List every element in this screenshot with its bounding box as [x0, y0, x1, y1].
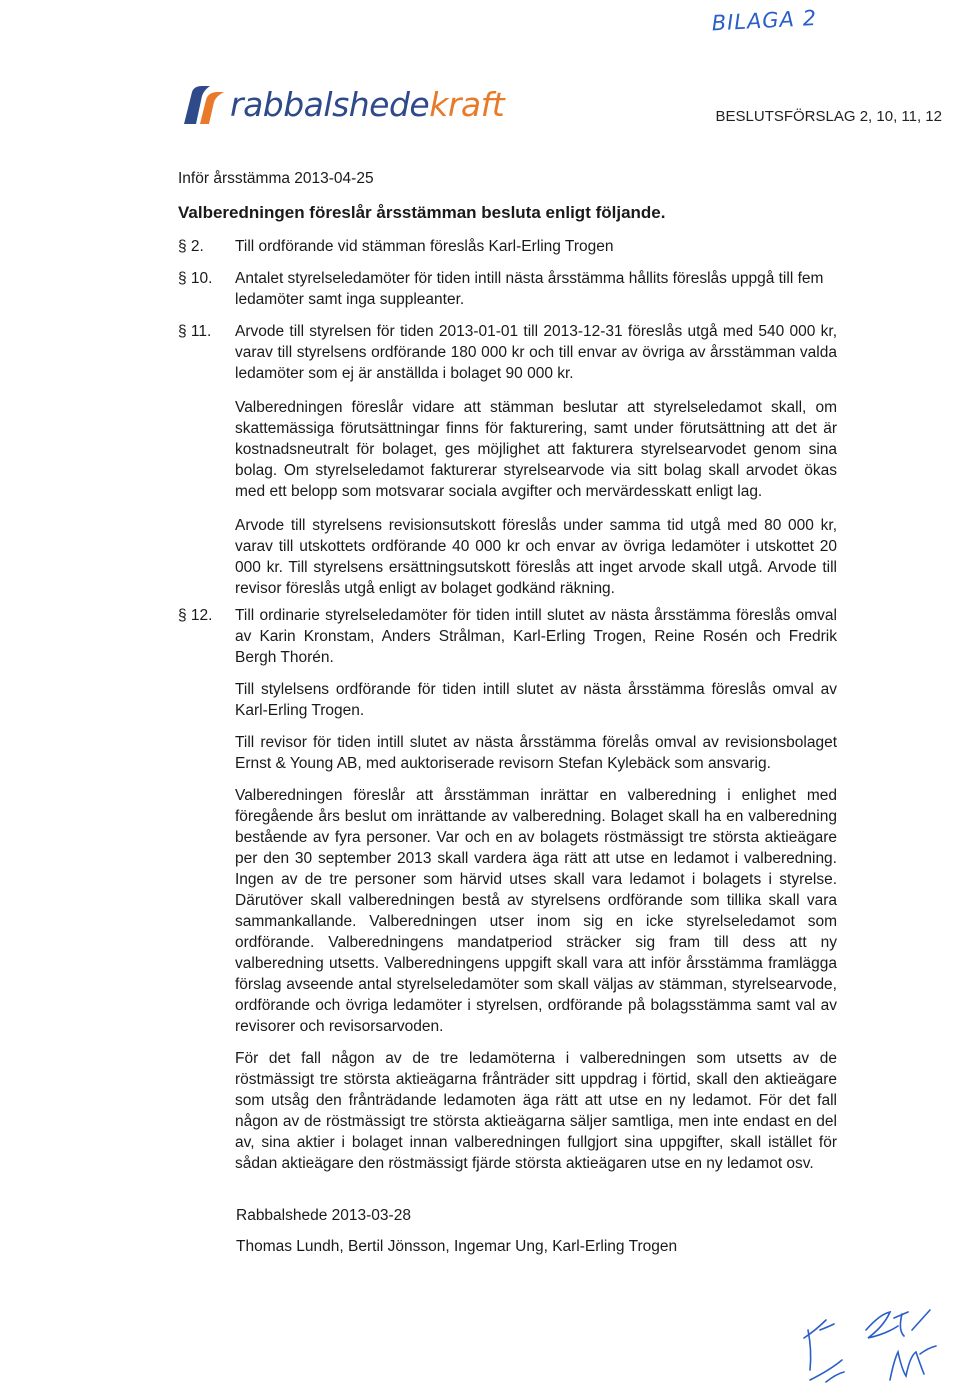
paragraph: Valberedningen föreslår vidare att stämman beslutar att styrelseledamot skall, om skattemässiga förutsättningar finns för fakturering, samt under förutsättning att det är kostnadsneutralt för bolaget, ges möjlighet att fakturera styrelsearvodet genom sina bolag. Om styrelseledamot fakturerar styrelsearvode via sitt bolag skall arvodet ökas med ett belopp som motsvarar sociala avgifter och mervärdesskatt enligt lag.	[235, 399, 837, 500]
section-10	[178, 268, 838, 310]
document-reference: BESLUTSFÖRSLAG 2, 10, 11, 12	[715, 108, 942, 125]
paragraph: Till revisor för tiden intill slutet av nästa årsstämma förelås omval av revisionsbolaget Ernst & Young AB, med auktoriserade revisorn Stefan Kylebäck som ansvarig.	[235, 734, 837, 772]
section-12	[178, 605, 838, 1174]
paragraph: Arvode till styrelsen för tiden 2013-01-01 till 2013-12-31 föreslås utgå med 540 000 kr, varav till styrelsens ordförande 180 000 kr och till envar av övriga av årsstämman valda ledamöter som ej är anställda i bolaget 90 000 kr.	[235, 323, 837, 382]
logo-wordmark: rabbalshedekraft	[230, 84, 505, 124]
meeting-line: Inför årsstämma 2013-04-25	[178, 170, 374, 187]
paragraph: För det fall någon av de tre ledamöterna i valberedningen som utsetts av de röstmässigt tre största aktieägarna frånträder sitt uppdrag i förtid, skall den aktieägare som utsåg den frånträdande ledamoten äga rätt att utse en ny ledamot. För det fall någon av de röstmässigt tre största aktieägarna säljer samtliga, men inte endast en del av, sina aktier i bolaget innan valberedningen fullgjort sina uppgifter, skall istället för sådan aktieägare den röstmässigt fjärde största aktieägaren utse en ny ledamot osv.	[235, 1050, 837, 1172]
handwritten-annotation: BILAGA 2	[711, 5, 818, 36]
paragraph: Valberedningen föreslår att årsstämman inrättar en valberedning i enlighet med föregående års beslut om inrättande av valberedning. Bolaget skall ha en valberedning bestående av fyra personer. Var och en av bolagets röstmässigt tre största aktieägare per den 30 september 2013 skall vardera äga rätt att utse en ledamot i valberedning. Ingen av de tre personer som härvid utses skall vara ledamot i bolagets i styrelse. Därutöver skall valberedningen bestå av styrelsens ordförande som tillika skall vara sammankallande. Valberedningen utser inom sig en icke styrelseledamot som ordförande. Valberedningens mandatperiod sträcker sig fram till dess att ny valberedning utsetts. Valberedningens uppgift skall vara att inför årsstämma framlägga förslag avseende antal styrelseledamöter som skall väljas av stämman, styrelsearvode, ordförande och övriga ledamöter i styrelsen, ordförande på bolagsstämma samt val av revisorer och revisorsarvoden.	[235, 787, 837, 1035]
signatories: Thomas Lundh, Bertil Jönsson, Ingemar Ung, Karl-Erling Trogen	[236, 1238, 678, 1255]
section-number: § 12.	[178, 607, 213, 624]
logo-mark-icon	[178, 82, 228, 126]
section-body	[235, 321, 837, 599]
paragraph: Antalet styrelseledamöter för tiden intill nästa årsstämma hållits föreslås uppgå till fem ledamöter samt inga suppleanter.	[235, 270, 824, 308]
place-date: Rabbalshede 2013-03-28	[236, 1207, 411, 1224]
section-number: § 11.	[178, 323, 212, 340]
paragraph: Till ordinarie styrelseledamöter för tiden intill slutet av nästa årsstämma föreslås omval av Karin Kronstam, Anders Strålman, Karl-Erling Trogen, Reine Rosén och Fredrik Bergh Thorén.	[235, 607, 837, 666]
paragraph: Arvode till styrelsens revisionsutskott föreslås under samma tid utgå med 80 000 kr, varav till utskottets ordförande 40 000 kr och envar av övriga ledamöter i utskottet 20 000 kr. Till styrelsens ersättningsutskott föreslås att inget arvode skall utgå. Arvode till revisor föreslås utgå enligt av bolaget godkänd räkning.	[235, 517, 837, 597]
handwritten-initials	[790, 1290, 950, 1385]
company-logo	[178, 80, 504, 128]
section-number: § 2.	[178, 238, 204, 255]
paragraph: Till stylelsens ordförande för tiden intill slutet av nästa årsstämma föreslås omval av Karl-Erling Trogen.	[235, 681, 837, 719]
section-body	[235, 236, 837, 257]
section-body	[235, 268, 825, 310]
page-title: Valberedningen föreslår årsstämman besluta enligt följande.	[178, 203, 666, 222]
section-body	[235, 605, 837, 1174]
section-11	[178, 321, 838, 599]
section-2	[178, 236, 838, 257]
paragraph: Till ordförande vid stämman föreslås Karl-Erling Trogen	[235, 238, 614, 255]
section-number: § 10.	[178, 270, 213, 287]
